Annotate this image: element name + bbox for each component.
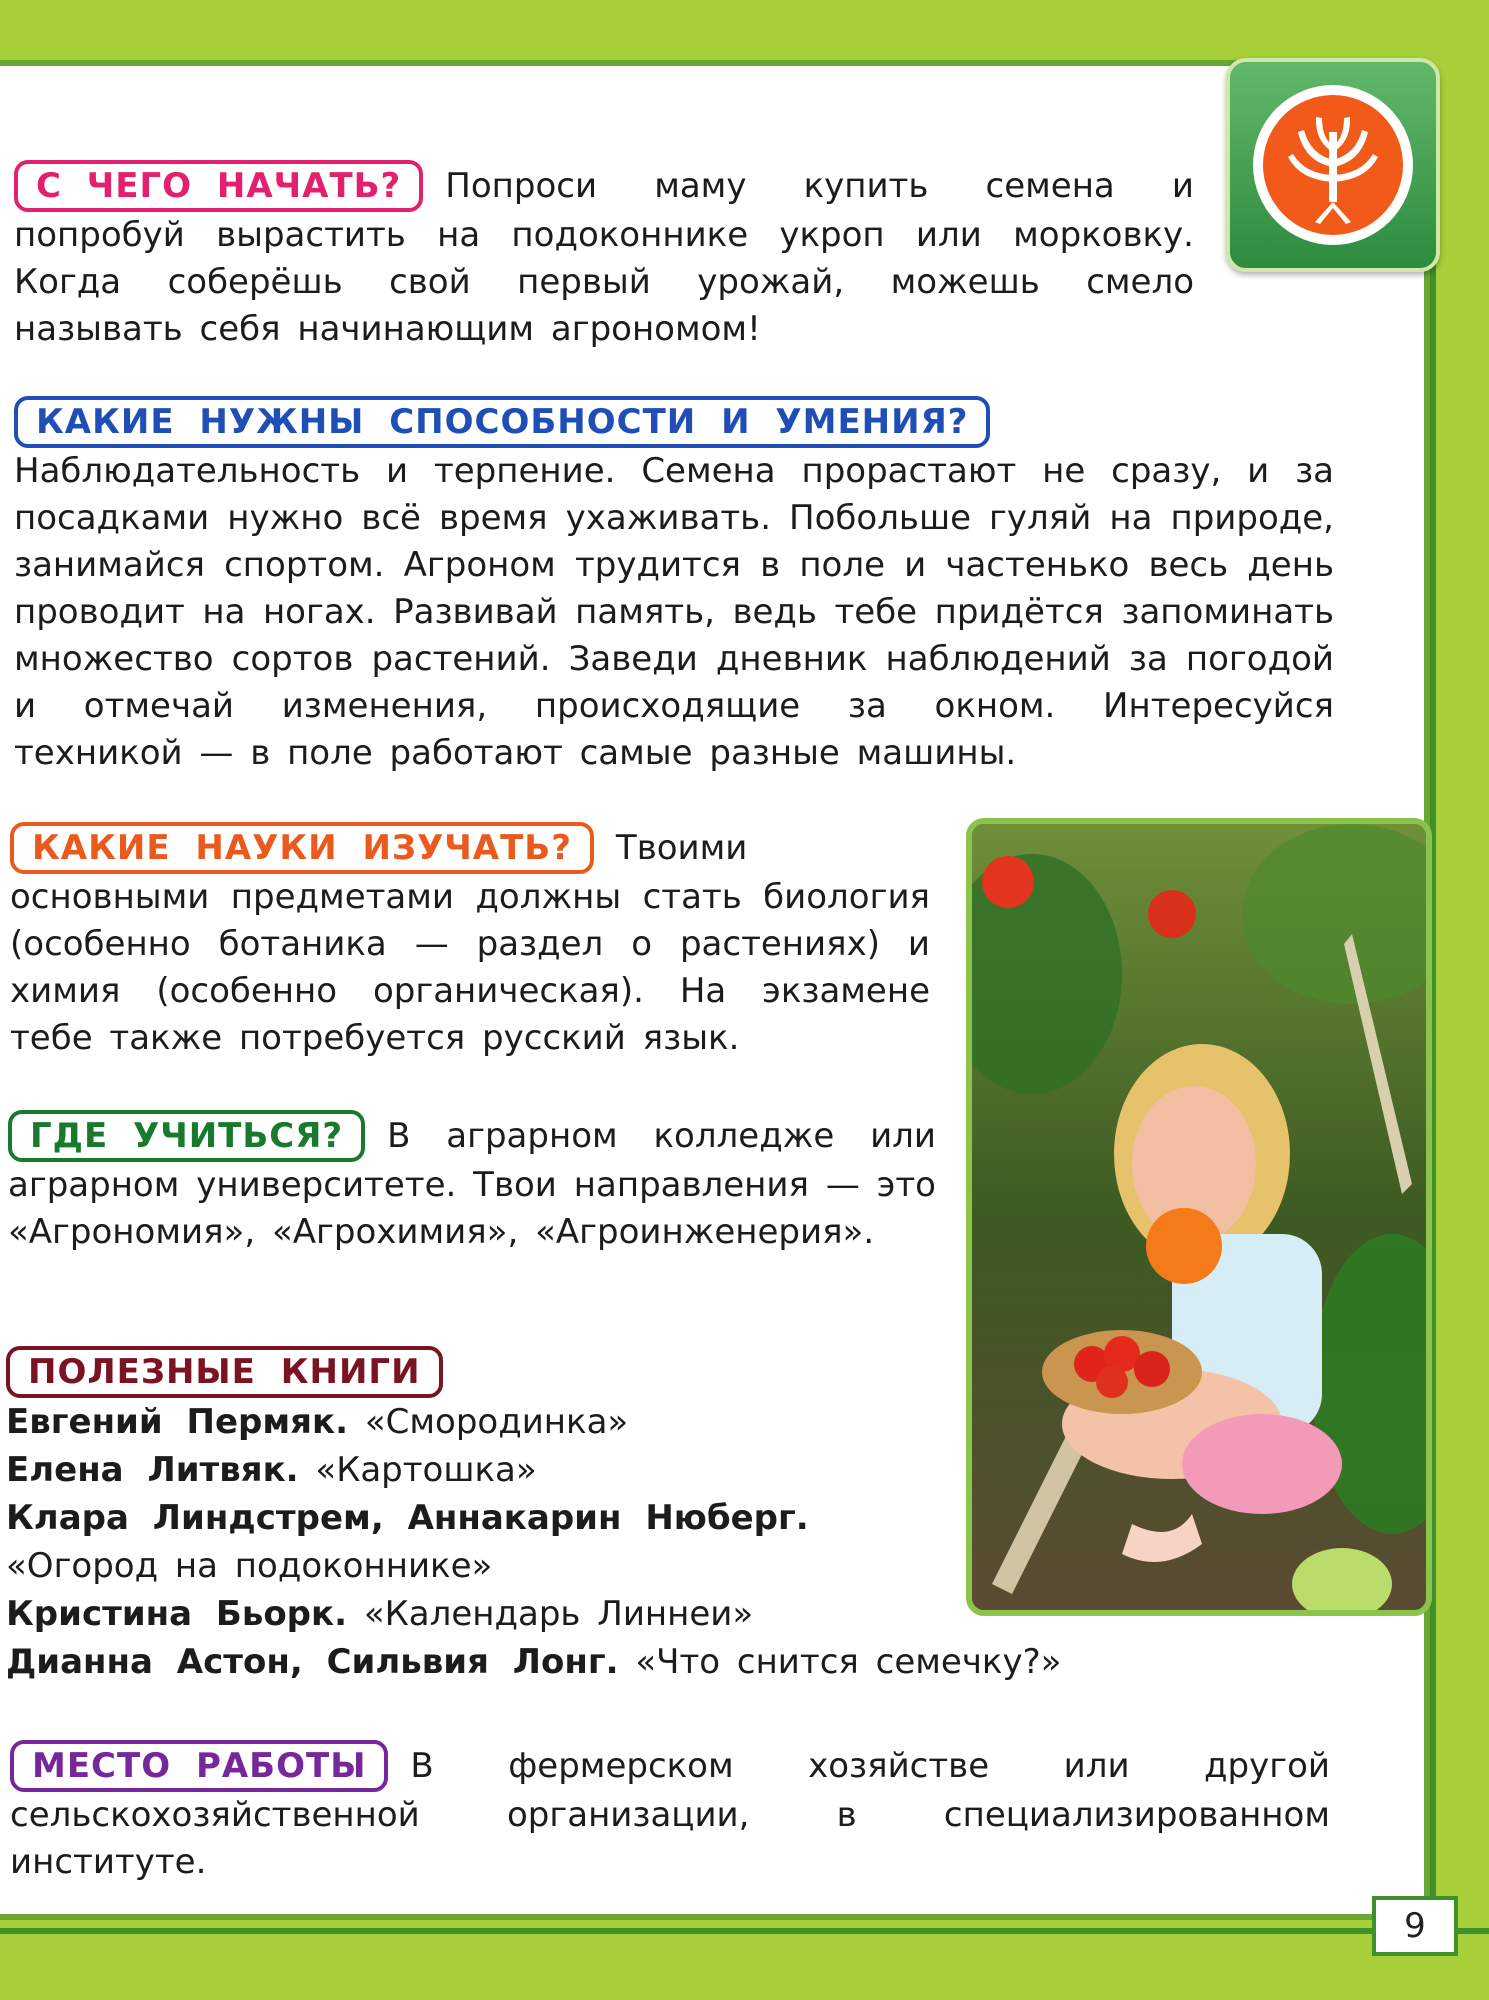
skills-text: Наблюдательность и терпение. Семена прорастают не сразу, и за посадками нужно всё время ухаживать. Побольше гуляй на природе, занимайся спортом. Агроном трудится в поле и частенько весь день проводит на ногах. Развивай память, ведь тебе придётся запоминать множество сортов растений. Заведи дневник наблюдений за погодой и отмечай изменения, происходящие за окном. Интересуйся техникой — в поле работают самые разные машины. <box>14 451 1334 773</box>
book-item <box>6 1590 1106 1638</box>
girl-with-tomatoes-photo <box>966 818 1432 1616</box>
book-title: «Что снится семечку?» <box>635 1642 1062 1682</box>
tag-work: МЕСТО РАБОТЫ <box>10 1740 388 1792</box>
section-books <box>6 1346 1106 1686</box>
section-study <box>8 1110 936 1256</box>
tree-icon <box>1226 58 1440 272</box>
book-item <box>6 1638 1106 1686</box>
work-text: В фермерском хозяйстве или другой сельскохозяйственной организации, в специализированном институте. <box>10 1746 1330 1882</box>
book-title: «Картошка» <box>315 1450 537 1490</box>
tag-start: С ЧЕГО НАЧАТЬ? <box>14 160 423 212</box>
study-text: В аграрном колледже или аграрном университете. Твои направления — это «Агрономия», «Агрохимия», «Агроинженерия». <box>8 1116 936 1252</box>
book-item <box>6 1398 1106 1446</box>
tag-study: ГДЕ УЧИТЬСЯ? <box>8 1110 365 1162</box>
section-work <box>10 1740 1330 1886</box>
book-title: «Огород на подоконнике» <box>6 1546 493 1586</box>
book-author: Елена Литвяк. <box>6 1450 299 1490</box>
section-skills <box>14 396 1334 777</box>
book-title: «Календарь Линнеи» <box>363 1594 754 1634</box>
section-sciences <box>10 822 930 1062</box>
book-author: Дианна Астон, Сильвия Лонг. <box>6 1642 619 1682</box>
book-author: Клара Линдстрем, Аннакарин Нюберг. <box>6 1498 809 1538</box>
sciences-text: Твоими основными предметами должны стать биология (особенно ботаника — раздел о растениях) и химия (особенно органическая). На экзамене тебе также потребуется русский язык. <box>10 828 930 1058</box>
book-author: Кристина Бьорк. <box>6 1594 348 1634</box>
tag-books: ПОЛЕЗНЫЕ КНИГИ <box>6 1346 443 1398</box>
book-author: Евгений Пермяк. <box>6 1402 349 1442</box>
tag-sciences: КАКИЕ НАУКИ ИЗУЧАТЬ? <box>10 822 594 874</box>
page-number: 9 <box>1372 1896 1458 1956</box>
section-start <box>14 160 1194 353</box>
book-item <box>6 1446 1106 1494</box>
start-text: Попроси маму купить семена и попробуй вырастить на подоконнике укроп или морковку. Когда соберёшь свой первый урожай, можешь смело называть себя начинающим агрономом! <box>14 166 1194 349</box>
book-title: «Смородинка» <box>364 1402 629 1442</box>
bottom-rule <box>0 1928 1489 1934</box>
tag-skills: КАКИЕ НУЖНЫ СПОСОБНОСТИ И УМЕНИЯ? <box>14 396 990 448</box>
book-item <box>6 1494 926 1590</box>
